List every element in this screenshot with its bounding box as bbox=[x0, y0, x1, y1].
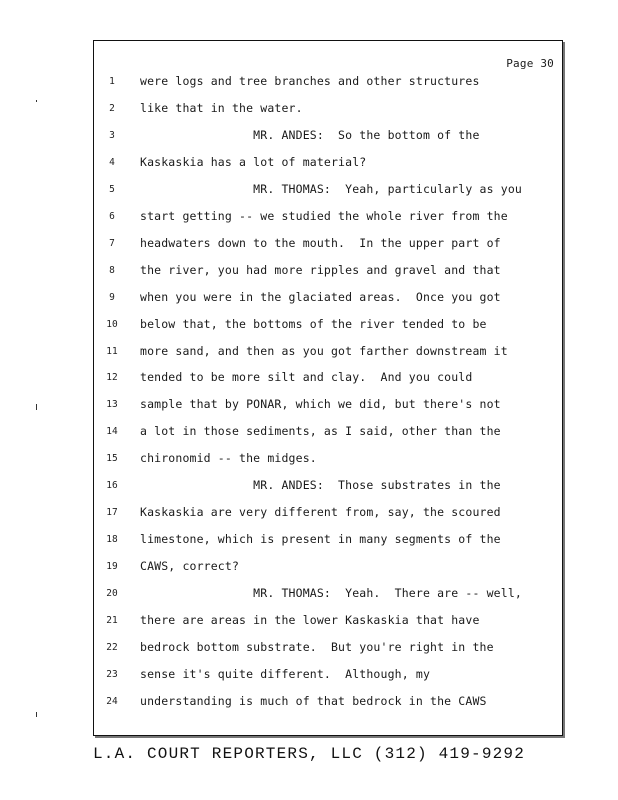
transcript-line bbox=[94, 182, 562, 209]
transcript-line bbox=[94, 667, 562, 694]
reporter-footer: L.A. COURT REPORTERS, LLC (312) 419-9292 bbox=[92, 745, 526, 763]
transcript-line bbox=[94, 209, 562, 236]
line-number: 18 bbox=[106, 534, 118, 546]
line-text: headwaters down to the mouth. In the upper part of bbox=[140, 235, 501, 250]
line-text: the river, you had more ripples and gravel and that bbox=[140, 262, 501, 277]
transcript-line bbox=[94, 101, 562, 128]
line-number: 16 bbox=[106, 480, 118, 492]
scan-speck bbox=[36, 100, 37, 102]
line-number: 21 bbox=[106, 615, 118, 626]
transcript-line bbox=[94, 290, 562, 317]
line-text: MR. ANDES: Those substrates in the bbox=[140, 478, 501, 493]
line-text: below that, the bottoms of the river tended to be bbox=[140, 316, 487, 331]
line-number: 15 bbox=[106, 453, 118, 465]
line-text: there are areas in the lower Kaskaskia that have bbox=[140, 613, 480, 627]
line-number: 10 bbox=[106, 318, 118, 330]
transcript-line bbox=[94, 155, 562, 182]
line-number: 12 bbox=[106, 372, 118, 384]
transcript-line bbox=[94, 532, 562, 559]
transcript-line bbox=[94, 128, 562, 155]
transcript-line bbox=[94, 263, 562, 290]
line-text: like that in the water. bbox=[140, 100, 303, 115]
line-text: understanding is much of that bedrock in the CAWS bbox=[140, 693, 487, 708]
line-number: 14 bbox=[106, 426, 118, 438]
transcript-line bbox=[94, 586, 562, 613]
transcript-line bbox=[94, 694, 562, 721]
line-text: tended to be more silt and clay. And you could bbox=[140, 370, 473, 385]
transcript-line bbox=[94, 424, 562, 451]
transcript-line bbox=[94, 451, 562, 478]
line-number: 6 bbox=[109, 210, 115, 222]
line-text: were logs and tree branches and other structures bbox=[140, 74, 480, 88]
transcript-line bbox=[94, 505, 562, 532]
line-number: 17 bbox=[106, 507, 118, 519]
line-text: Kaskaskia are very different from, say, the scoured bbox=[140, 505, 501, 520]
line-number: 8 bbox=[109, 264, 115, 276]
transcript-line bbox=[94, 74, 562, 101]
line-number: 7 bbox=[109, 237, 115, 249]
line-number: 4 bbox=[109, 156, 115, 168]
line-number: 20 bbox=[106, 588, 118, 600]
line-text: MR. THOMAS: Yeah, particularly as you bbox=[140, 181, 522, 196]
line-number: 11 bbox=[106, 345, 118, 357]
line-text: more sand, and then as you got farther downstream it bbox=[140, 343, 508, 358]
page-number: Page 30 bbox=[506, 57, 554, 70]
transcript-line bbox=[94, 344, 562, 371]
transcript-line bbox=[94, 397, 562, 424]
line-text: MR. ANDES: So the bottom of the bbox=[140, 127, 480, 142]
line-text: Kaskaskia has a lot of material? bbox=[140, 154, 367, 169]
line-text: bedrock bottom substrate. But you're right in the bbox=[140, 639, 494, 654]
line-text: MR. THOMAS: Yeah. There are -- well, bbox=[140, 586, 522, 601]
transcript-line bbox=[94, 236, 562, 263]
line-text: CAWS, correct? bbox=[140, 559, 240, 574]
line-text: sense it's quite different. Although, my bbox=[140, 666, 431, 681]
line-number: 19 bbox=[106, 561, 118, 573]
transcript-line bbox=[94, 559, 562, 586]
scan-speck bbox=[36, 404, 37, 410]
line-text: sample that by PONAR, which we did, but there's not bbox=[140, 397, 501, 412]
transcript-line bbox=[94, 317, 562, 344]
line-number: 9 bbox=[109, 291, 115, 303]
line-number: 3 bbox=[109, 129, 115, 141]
line-number: 13 bbox=[106, 399, 118, 411]
line-number: 5 bbox=[109, 183, 115, 195]
line-number: 22 bbox=[106, 641, 118, 653]
line-text: limestone, which is present in many segments of the bbox=[140, 532, 501, 547]
transcript-line bbox=[94, 478, 562, 505]
line-text: when you were in the glaciated areas. Once you got bbox=[140, 289, 501, 304]
line-number: 2 bbox=[109, 102, 115, 114]
transcript-line bbox=[94, 370, 562, 397]
scan-speck bbox=[36, 712, 37, 717]
line-number: 23 bbox=[106, 668, 118, 680]
line-number: 24 bbox=[106, 695, 118, 707]
line-text: a lot in those sediments, as I said, other than the bbox=[140, 424, 501, 439]
transcript-page bbox=[93, 40, 563, 736]
line-text: chironomid -- the midges. bbox=[140, 451, 317, 466]
line-number: 1 bbox=[109, 76, 115, 87]
transcript-line bbox=[94, 613, 562, 640]
transcript-line bbox=[94, 640, 562, 667]
line-text: start getting -- we studied the whole river from the bbox=[140, 208, 508, 223]
